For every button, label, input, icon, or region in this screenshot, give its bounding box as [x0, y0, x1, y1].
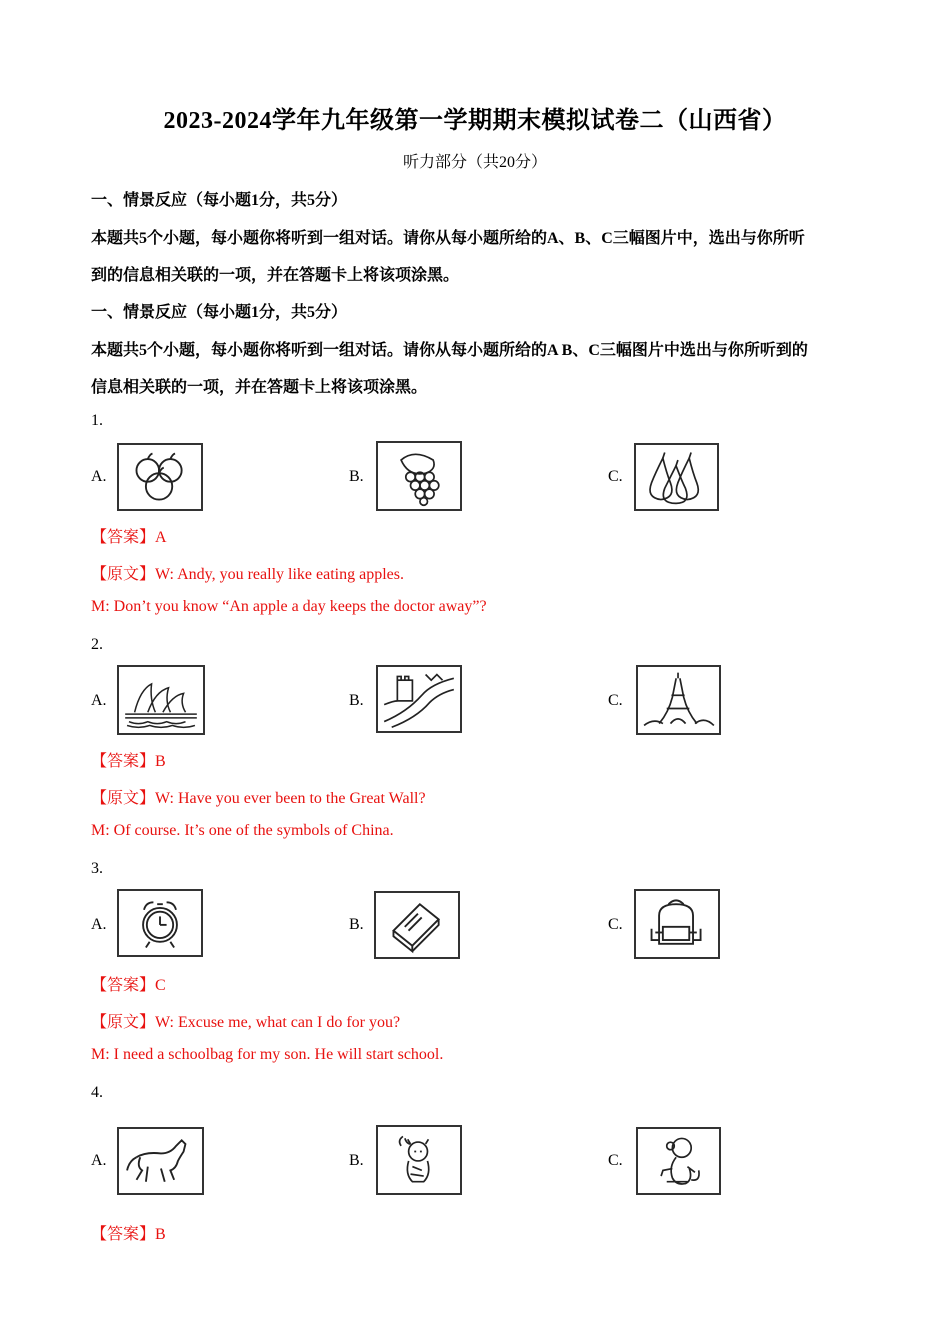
option-label-a: A. [91, 1152, 107, 1169]
section-heading-2: 一、情景反应（每小题1分，共5分） [91, 304, 348, 321]
opera-house-icon[interactable] [117, 665, 205, 735]
option-label-a: A. [91, 468, 107, 485]
option-label-b: B. [349, 1152, 364, 1169]
option-label-b: B. [349, 468, 364, 485]
option-label-a: A. [91, 692, 107, 709]
schoolbag-icon[interactable] [634, 889, 720, 959]
book-icon[interactable] [374, 891, 460, 959]
page-subtitle: 听力部分（共20分） [402, 154, 547, 171]
eiffel-tower-icon[interactable] [636, 665, 721, 735]
question-number-3: 3. [91, 860, 103, 877]
answer-4: 【答案】B [91, 1226, 166, 1243]
option-label-c: C. [608, 916, 623, 933]
transcript-1-line-1: 【原文】W: Andy, you really like eating apples. [91, 566, 404, 583]
option-label-a: A. [91, 916, 107, 933]
question-number-2: 2. [91, 636, 103, 653]
alarm-clock-icon[interactable] [117, 889, 203, 957]
apples-icon[interactable] [117, 443, 203, 511]
question-number-4: 4. [91, 1084, 103, 1101]
section-instruction-1a: 本题共5个小题，每小题你将听到一组对话。请你从每小题所给的A、B、C三幅图片中，选出与你所听 [91, 230, 805, 247]
transcript-2-line-2: M: Of course. It’s one of the symbols of China. [91, 822, 394, 839]
transcript-3-line-1: 【原文】W: Excuse me, what can I do for you? [91, 1014, 401, 1031]
section-instruction-1b: 到的信息相关联的一项，并在答题卡上将该项涂黑。 [91, 267, 460, 284]
page-title: 2023-2024学年九年级第一学期期末模拟试卷二（山西省） [163, 108, 787, 134]
answer-3: 【答案】C [91, 977, 166, 994]
option-label-c: C. [608, 692, 623, 709]
transcript-1-line-2: M: Don’t you know “An apple a day keeps the doctor away”? [91, 598, 487, 615]
answer-1: 【答案】A [91, 529, 167, 546]
option-label-c: C. [608, 468, 623, 485]
answer-2: 【答案】B [91, 753, 166, 770]
section-heading-1: 一、情景反应（每小题1分，共5分） [91, 192, 348, 209]
monkey-icon[interactable] [636, 1127, 721, 1195]
section-instruction-2a: 本题共5个小题，每小题你将听到一组对话。请你从每小题所给的A B、C三幅图片中选出与你所听到的 [91, 342, 808, 359]
option-label-b: B. [349, 916, 364, 933]
section-instruction-2b: 信息相关联的一项，并在答题卡上将该项涂黑。 [91, 379, 428, 396]
option-label-b: B. [349, 692, 364, 709]
question-number-1: 1. [91, 412, 103, 429]
pears-icon[interactable] [634, 443, 719, 511]
horse-icon[interactable] [117, 1127, 204, 1195]
transcript-3-line-2: M: I need a schoolbag for my son. He will start school. [91, 1046, 444, 1063]
grapes-icon[interactable] [376, 441, 462, 511]
option-label-c: C. [608, 1152, 623, 1169]
tiger-icon[interactable] [376, 1125, 462, 1195]
transcript-2-line-1: 【原文】W: Have you ever been to the Great Wall? [91, 790, 426, 807]
great-wall-icon[interactable] [376, 665, 462, 733]
